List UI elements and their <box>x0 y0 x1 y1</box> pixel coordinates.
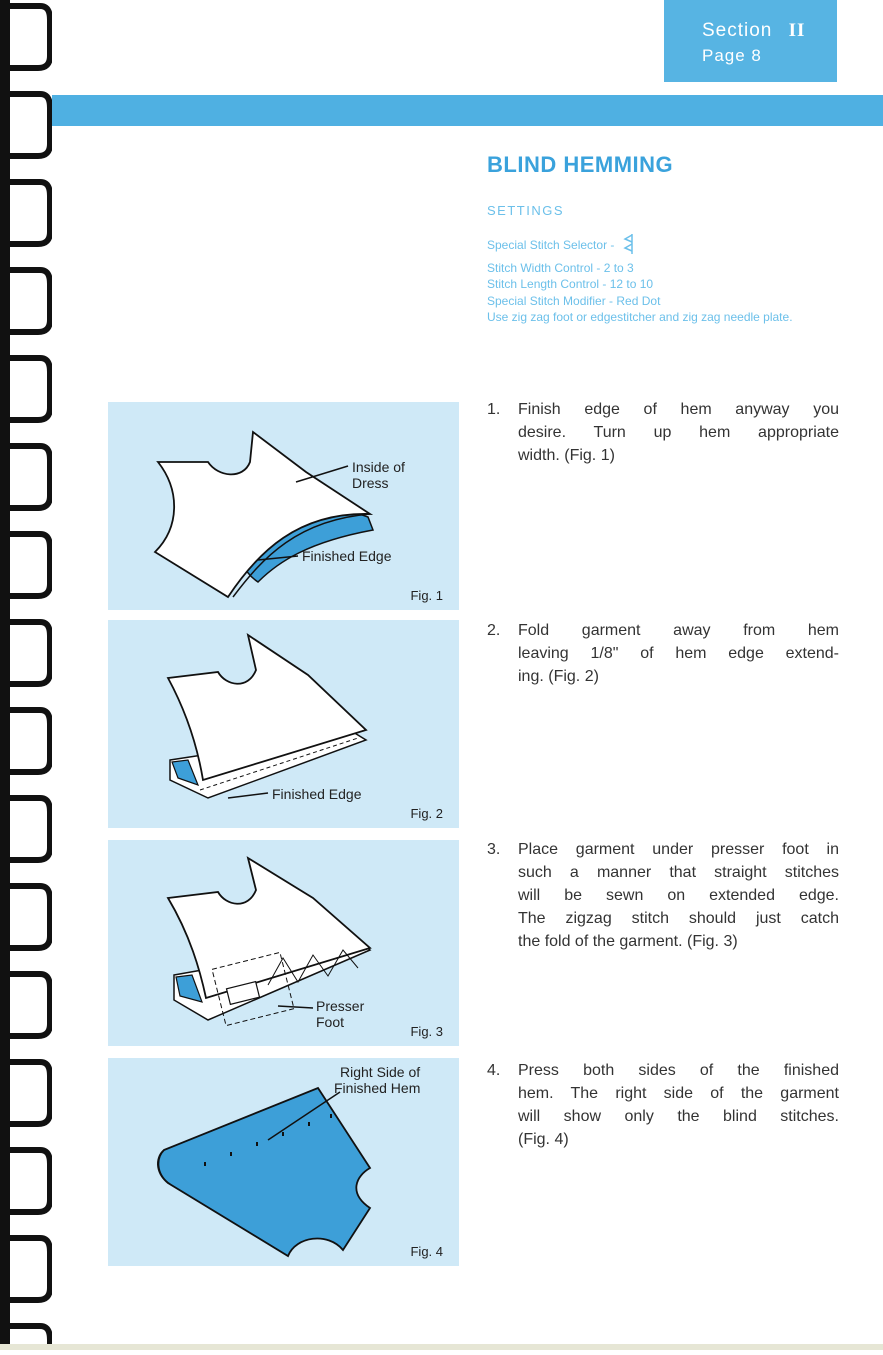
binding-ring <box>8 534 50 596</box>
step-4-line: (Fig. 4) <box>518 1131 569 1148</box>
binding-ring <box>8 798 50 860</box>
setting-stitch-modifier: Special Stitch Modifier - Red Dot <box>487 293 661 308</box>
setting-stitch-selector: Special Stitch Selector - <box>487 233 832 260</box>
binding-ring <box>8 6 50 68</box>
settings-heading: SETTINGS <box>487 203 565 218</box>
binding-ring <box>8 182 50 244</box>
setting-stitch-width: Stitch Width Control - 2 to 3 <box>487 260 634 275</box>
callout-foot: Foot <box>316 1014 345 1030</box>
step-2-line: leaving 1/8" of hem edge extend- <box>518 645 839 662</box>
spiral-binding <box>0 0 52 1350</box>
figure-2-caption: Fig. 2 <box>410 806 443 821</box>
settings-list <box>487 233 832 326</box>
binding-ring <box>8 270 50 332</box>
figure-3-caption: Fig. 3 <box>410 1024 443 1039</box>
step-4-number: 4. <box>487 1062 501 1079</box>
page-bottom-edge <box>0 1344 883 1350</box>
figure-1-caption: Fig. 1 <box>410 588 443 603</box>
binding-ring <box>8 358 50 420</box>
figure-1-panel <box>108 402 459 610</box>
step-2-line: ing. (Fig. 2) <box>518 668 599 685</box>
step-4 <box>487 1059 839 1151</box>
callout-finished-hem: Finished Hem <box>334 1080 421 1096</box>
binding-ring <box>8 94 50 156</box>
figure-4-caption: Fig. 4 <box>410 1244 443 1259</box>
step-3-line: Place garment under presser foot in <box>518 841 839 858</box>
header-band <box>52 95 883 126</box>
step-1-line: width. (Fig. 1) <box>518 447 615 464</box>
figure-1-illustration <box>108 402 459 610</box>
step-1-number: 1. <box>487 401 501 418</box>
step-2 <box>487 619 839 688</box>
binding-rings-graphic <box>0 0 52 1350</box>
binding-ring <box>8 622 50 684</box>
callout-finished-edge-2: Finished Edge <box>272 786 362 802</box>
binding-ring <box>8 974 50 1036</box>
step-3-number: 3. <box>487 841 501 858</box>
step-1 <box>487 398 839 467</box>
step-4-line: will show only the blind stitches. <box>518 1108 839 1125</box>
page-title: BLIND HEMMING <box>487 152 674 177</box>
blind-hem-stitch-icon <box>622 233 636 260</box>
figure-4-panel <box>108 1058 459 1266</box>
step-4-line: hem. The right side of the garment <box>518 1085 839 1102</box>
callout-presser: Presser <box>316 998 365 1014</box>
step-1-line: desire. Turn up hem appropriate <box>518 424 839 441</box>
binding-ring <box>8 1062 50 1124</box>
figure-3-panel <box>108 840 459 1046</box>
section-tab <box>664 0 837 82</box>
binding-ring <box>8 1150 50 1212</box>
step-1-line: Finish edge of hem anyway you <box>518 401 839 418</box>
figure-3-illustration <box>108 840 459 1046</box>
figure-2-panel <box>108 620 459 828</box>
setting-foot-note: Use zig zag foot or edgestitcher and zig zag needle plate. <box>487 310 793 324</box>
callout-inside-of: Inside of <box>352 459 405 475</box>
step-3-line: such a manner that straight stitches <box>518 864 839 881</box>
step-2-number: 2. <box>487 622 501 639</box>
step-2-line: Fold garment away from hem <box>518 622 839 639</box>
step-3-line: will be sewn on extended edge. <box>518 887 839 904</box>
step-3-line: the fold of the garment. (Fig. 3) <box>518 933 738 950</box>
callout-right-side-of: Right Side of <box>340 1064 421 1080</box>
binding-ring <box>8 886 50 948</box>
binding-ring <box>8 710 50 772</box>
step-3-line: The zigzag stitch should just catch <box>518 910 839 927</box>
step-3 <box>487 838 839 953</box>
section-number: II <box>788 20 806 41</box>
binding-ring <box>8 1238 50 1300</box>
section-label: Section <box>702 20 773 41</box>
setting-stitch-length: Stitch Length Control - 12 to 10 <box>487 277 654 291</box>
page-label: Page 8 <box>702 46 762 65</box>
callout-dress: Dress <box>352 475 389 491</box>
callout-finished-edge-1: Finished Edge <box>302 548 392 564</box>
step-4-line: Press both sides of the finished <box>518 1062 839 1079</box>
binding-ring <box>8 446 50 508</box>
